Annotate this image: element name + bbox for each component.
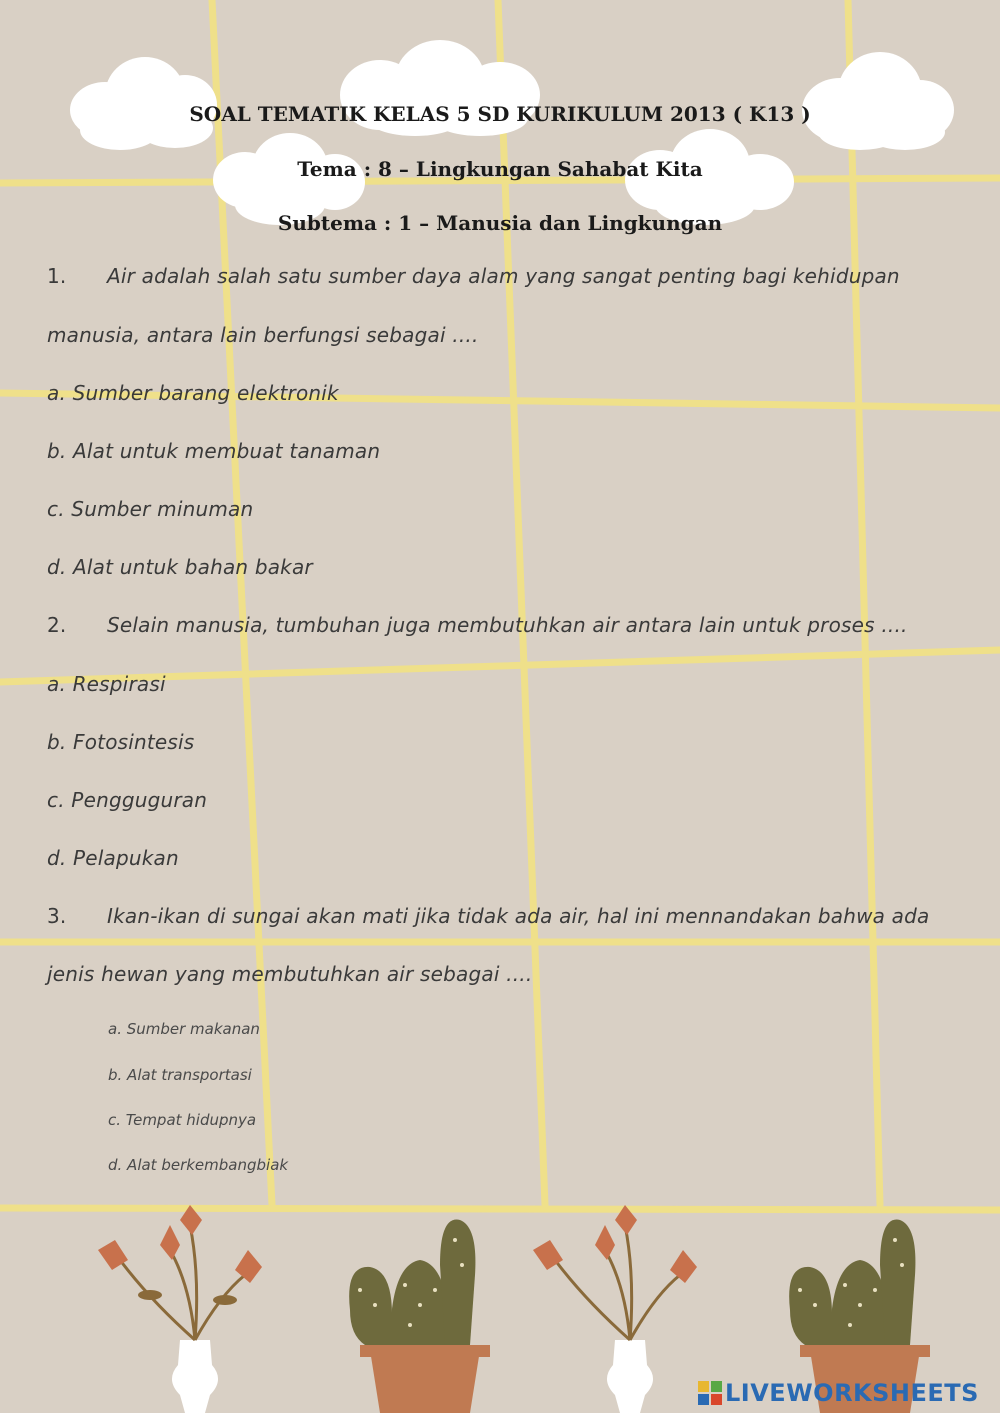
question-number: 1. — [47, 264, 67, 288]
option-1c[interactable]: c. Sumber minuman — [47, 497, 254, 521]
worksheet-tema: Tema : 8 – Lingkungan Sahabat Kita — [297, 157, 703, 181]
worksheet-title: SOAL TEMATIK KELAS 5 SD KURIKULUM 2013 ( K13 ) — [189, 102, 811, 126]
question-text: Air adalah salah satu sumber daya alam yang sangat penting bagi kehidupan — [107, 264, 900, 288]
cactus-pot-icon — [349, 1220, 490, 1413]
question-number: 2. — [47, 613, 67, 637]
flower-vase-icon — [98, 1205, 262, 1413]
option-3b[interactable]: b. Alat transportasi — [108, 1066, 252, 1084]
option-1b[interactable]: b. Alat untuk membuat tanaman — [47, 439, 381, 463]
option-3a[interactable]: a. Sumber makanan — [108, 1020, 260, 1038]
question-1-line2: manusia, antara lain berfungsi sebagai .... — [47, 323, 479, 347]
option-1a[interactable]: a. Sumber barang elektronik — [47, 381, 339, 405]
question-2 — [47, 613, 908, 637]
option-1d[interactable]: d. Alat untuk bahan bakar — [47, 555, 313, 579]
question-number: 3. — [47, 904, 67, 928]
option-2d[interactable]: d. Pelapukan — [47, 846, 179, 870]
option-2c[interactable]: c. Pengguguran — [47, 788, 208, 812]
question-3 — [47, 904, 930, 928]
flower-vase-icon — [533, 1205, 697, 1413]
option-2b[interactable]: b. Fotosintesis — [47, 730, 195, 754]
brand-text: LIVEWORKSHEETS — [725, 1379, 979, 1407]
question-1 — [47, 264, 900, 288]
cloud-group — [70, 40, 954, 225]
question-3-line2: jenis hewan yang membutuhkan air sebagai .... — [47, 962, 533, 986]
option-3c[interactable]: c. Tempat hidupnya — [108, 1111, 257, 1129]
option-3d[interactable]: d. Alat berkembangbiak — [108, 1156, 289, 1174]
question-text: Selain manusia, tumbuhan juga membutuhkan air antara lain untuk proses .... — [107, 613, 908, 637]
liveworksheets-brand[interactable] — [698, 1378, 979, 1408]
liveworksheets-logo-icon — [698, 1381, 722, 1405]
question-text: Ikan-ikan di sungai akan mati jika tidak ada air, hal ini mennandakan bahwa ada — [107, 904, 930, 928]
option-2a[interactable]: a. Respirasi — [47, 672, 166, 696]
worksheet-subtema: Subtema : 1 – Manusia dan Lingkungan — [277, 211, 723, 235]
